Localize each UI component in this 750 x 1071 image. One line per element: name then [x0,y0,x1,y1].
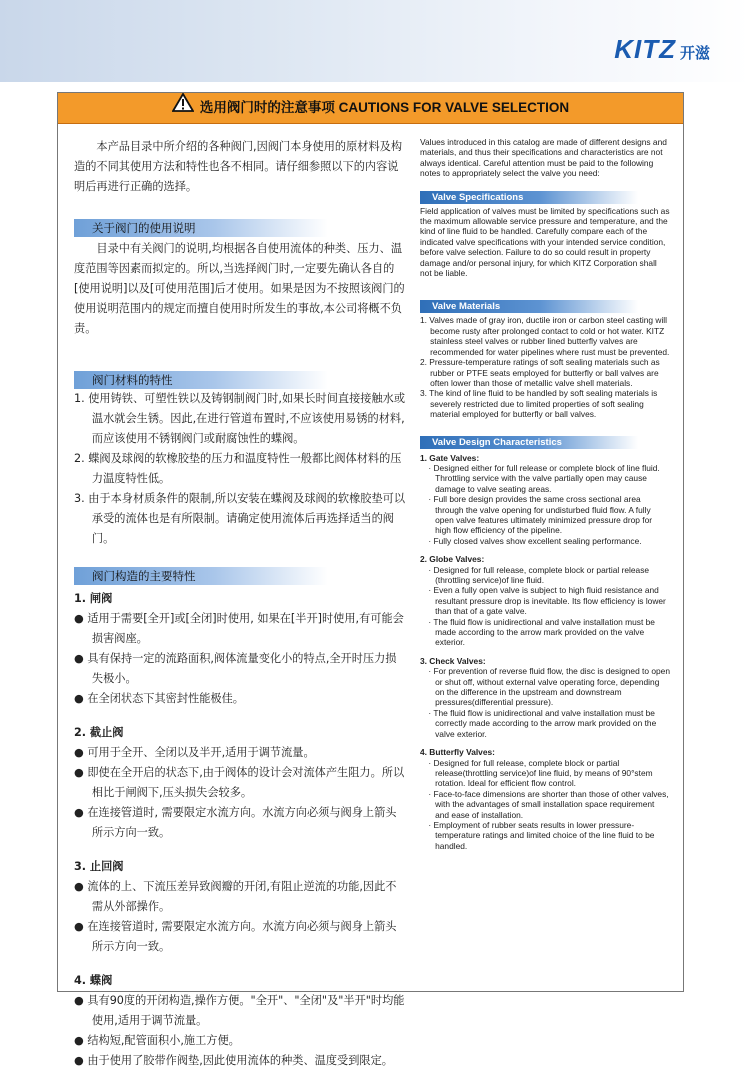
cn-section-usage-heading: 关于阀门的使用说明 [74,219,328,237]
en-globe-valve-title: 2. Globe Valves: [420,554,485,565]
banner-title: 选用阀门时的注意事项 CAUTIONS FOR VALVE SELECTION [199,100,570,115]
en-butterfly-valve-item: · Designed for full release, complete block or partial release(throttling service)of line fluid, by means of 90°stem rotation. Ideal for efficient flow control. [428,757,653,789]
logo-text-en: KITZ [614,34,676,64]
en-butterfly-valve-item: · Employment of rubber seats results in lower pressure-temperature ratings and limited choice of the line fluid to be handled. [428,819,655,851]
cn-section-design-heading: 阀门构造的主要特性 [74,567,328,585]
warning-icon [172,93,194,123]
en-section-materials-heading: Valve Materials [420,300,638,313]
en-globe-valve-item: · Even a fully open valve is subject to high fluid resistance and resultant pressure drop is inevitable. Its flow efficiency is lower than that of a gate valve. [428,585,666,617]
cn-globe-valve-item: ● 可用于全开、全闭以及半开,适用于调节流量。 [74,746,315,759]
cn-butterfly-valve-title: 4. 蝶阀 [74,974,113,987]
logo-text-cn: 开滋 [679,45,710,62]
en-globe-valve-item: · Designed for full release, complete block or partial release (throttling service)of line fluid. [428,564,650,585]
en-section-specifications-heading: Valve Specifications [420,191,638,204]
cn-check-valve-item: ● 流体的上、下流压差异致阀瓣的开闭,有阻止逆流的功能,因此不需从外部操作。 [74,880,397,913]
cn-intro: 本产品目录中所介绍的各种阀门,因阀门本身使用的原材料及构造的不同其使用方法和特性也各不相同。请仔细参照以下的内容说明后再进行正确的选择。 [74,140,403,193]
cn-section-materials-heading: 阀门材料的特性 [74,371,328,389]
cn-materials-item: 3. 由于本身材质条件的限制,所以安装在蝶阀及球阀的软橡胶垫可以承受的流体也是有所限制。请确定使用流体后再选择适当的阀门。 [74,492,406,545]
en-gate-valve-item: · Full bore design provides the same cross sectional area through the valve opening for undisturbed fluid flow. A fully open valve features ultimately minimized pressure drop for high flow efficiency of the pipeline. [428,494,653,536]
cn-globe-valve-title: 2. 截止阀 [74,726,124,739]
cn-globe-valve-item: ● 即使在全开启的状态下,由于阀体的设计会对流体产生阻力。所以相比于闸阀下,压头损失会较多。 [74,766,405,799]
en-section-specifications-body: Field application of valves must be limited by specifications such as the maximum allowable service pressure and temperature, and the kind of line fluid to be handled. Carefully compare each of the indicated valve specifications with your intended service condition, before valve selection. Failure to do so could result in property damage and/or personal injury, for which KITZ Corporation shall not be liable. [420,205,670,279]
cn-check-valve-item: ● 在连接管道时, 需要限定水流方向。水流方向必须与阀身上箭头所示方向一致。 [74,920,397,953]
en-check-valve-item: · For prevention of reverse fluid flow, the disc is designed to open or shut off, without external valve operating force, depending on the difference in the upstream and downstream pressures(differential pressure). [428,666,671,708]
kitz-logo [614,34,710,65]
chinese-column [74,137,406,1071]
cn-globe-valve-item: ● 在连接管道时, 需要限定水流方向。水流方向必须与阀身上箭头所示方向一致。 [74,806,397,839]
en-butterfly-valve-item: · Face-to-face dimensions are shorter than those of other valves, with the advantages of small installation space requirement and ease of installation. [428,788,669,820]
cn-check-valve-title: 3. 止回阀 [74,860,124,873]
en-butterfly-valve-title: 4. Butterfly Valves: [420,747,495,758]
cn-butterfly-valve-item: ● 结构短,配管面积小,施工方便。 [74,1034,240,1047]
en-check-valve-item: · The fluid flow is unidirectional and valve installation must be correctly made according to the arrow mark provided on the valve exterior. [428,707,657,739]
cn-gate-valve-item: ● 具有保持一定的流路面积,阀体流量变化小的特点,全开时压力损失极小。 [74,652,397,685]
en-globe-valve-item: · The fluid flow is unidirectional and valve installation must be made according to the arrow mark provided on the valve exterior. [428,616,655,648]
en-intro: Values introduced in this catalog are made of different designs and materials, and thus their specifications and characteristics are not always identical. Careful attention must be paid to the following notes to appropriately select the valve you need: [420,137,667,179]
cn-butterfly-valve-item: ● 由于使用了胶带作阀垫,因此使用流体的种类、温度受到限定。 [74,1054,393,1067]
en-materials-item: 2. Pressure-temperature ratings of soft sealing materials such as rubber or PTFE seats employed for butterfly or ball valves are often lower than those of metallic valve shell materials. [420,357,660,388]
en-section-design-heading: Valve Design Characteristics [420,436,638,449]
cn-section-usage-body: 目录中有关阀门的说明,均根据各自使用流体的种类、压力、温度范围等因素而拟定的。所以,当选择阀门时,一定要先确认各自的[使用说明]以及[可使用范围]后才使用。如果是因为不按照该阀门的使用说明范围内的规定而擅自使用时所发生的事故,本公司将概不负责。 [74,242,405,335]
en-gate-valve-item: · Designed either for full release or complete block of line fluid. Throttling service with the valve partially open may cause damage to valve seating areas. [428,462,660,494]
en-materials-item: 1. Valves made of gray iron, ductile iron or carbon steel casting will become rusty after prolonged contact to cold or hot water. KITZ stainless steel valves or rubber lined butterfly valves are recommended for water pipelines where rust must be prevented. [420,315,670,357]
en-gate-valve-title: 1. Gate Valves: [420,452,480,463]
cn-materials-item: 2. 蝶阀及球阀的软橡胶垫的压力和温度特性一般都比阀体材料的压力温度特性低。 [74,452,402,485]
en-materials-item: 3. The kind of line fluid to be handled by soft sealing materials is severely restricted due to limited properties of soft sealing material employed for butterfly or ball valves. [420,388,658,420]
cn-gate-valve-item: ● 适用于需要[全开]或[全闭]时使用, 如果在[半开]时使用,有可能会损害阀座。 [74,612,404,645]
caution-panel [57,92,684,1067]
cn-materials-item: 1. 使用铸铁、可塑性铁以及铸钢制阀门时,如果长时间直接接触水或温水就会生锈。因此,在进行管道布置时,不应该使用易锈的材料,而应该使用不锈钢阀门或耐腐蚀性的蝶阀。 [74,392,406,445]
cn-gate-valve-item: ● 在全闭状态下其密封性能极佳。 [74,692,244,705]
en-check-valve-title: 3. Check Valves: [420,655,486,666]
english-column [420,137,670,851]
caution-banner [58,93,683,124]
cn-gate-valve-title: 1. 闸阀 [74,592,113,605]
cn-butterfly-valve-item: ● 具有90度的开闭构造,操作方便。"全开"、"全闭"及"半开"时均能使用,适用于调节流量。 [74,994,405,1027]
en-gate-valve-item: · Fully closed valves show excellent sealing performance. [428,535,642,546]
